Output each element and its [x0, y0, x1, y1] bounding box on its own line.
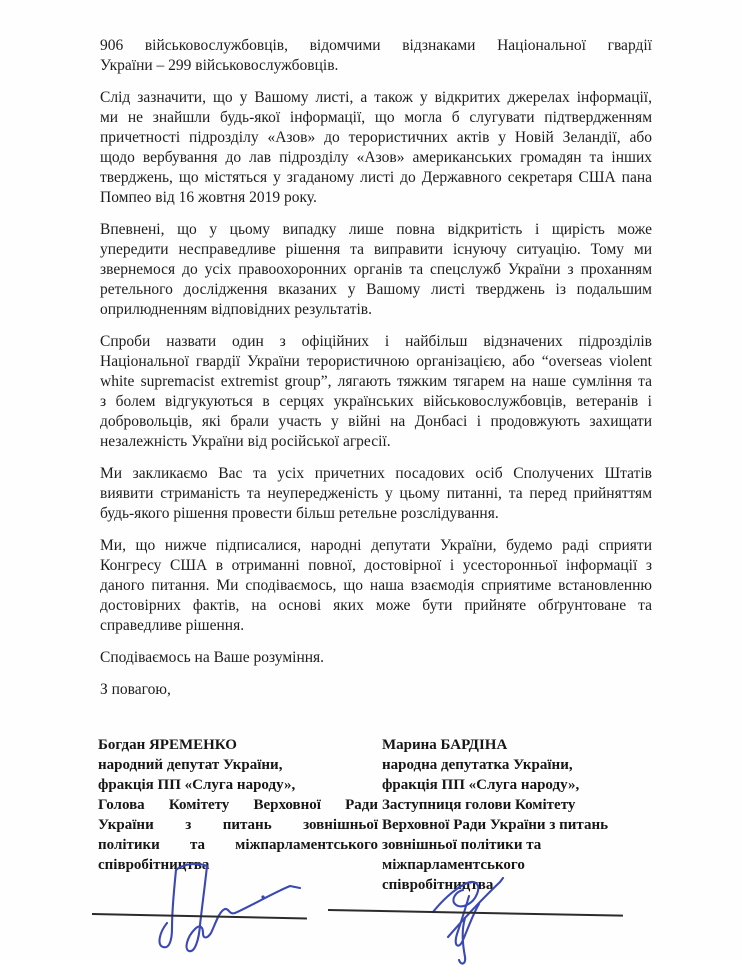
text-line: ми не знайшли будь-якої інформації, що могла б слугувати підтвердженням	[100, 109, 652, 126]
text-line: Конгресу США в отриманні повної, достовірної і усесторонньої інформації з	[100, 557, 652, 574]
bardina-signature	[425, 870, 520, 965]
text-line: Ми закликаємо Вас та усіх причетних посадових осіб Сполучених Штатів	[100, 465, 652, 482]
paragraph-openness	[100, 220, 652, 320]
signer-title-line: зовнішньої політики та	[382, 837, 542, 853]
closing-salutation	[100, 680, 652, 700]
letter-body	[100, 36, 652, 712]
paragraph-cooperation	[100, 536, 652, 636]
signer-title-line: міжпарламентського	[382, 857, 525, 873]
text-line: Помпео від 16 жовтня 2019 року.	[100, 189, 317, 206]
signer-name: Марина БАРДІНА	[382, 737, 508, 753]
yaremenko-signature	[145, 845, 320, 960]
text-line: Впевнені, що у цьому випадку лише повна відкритість і щирість може	[100, 221, 652, 238]
text-line: тверджень, що містяться у згаданому листі до Державного секретаря США пана	[100, 169, 652, 186]
signer-title-line: фракція ПП «Слуга народу»,	[98, 777, 296, 793]
text-line: щодо вербування до лав підрозділу «Азов» американських громадян та інших	[100, 149, 652, 166]
text-line: причетності підрозділу «Азов» до терористичних актів у Новій Зеландії, або	[100, 129, 652, 146]
signer-title-line: Голова Комітету Верховної Ради	[98, 797, 378, 813]
text-line: ретельного дослідження вказаних у Вашому листі тверджень із подальшим	[100, 281, 652, 298]
text-line: незалежність України від російської агресії.	[100, 433, 391, 450]
signer-title-line: фракція ПП «Слуга народу»,	[382, 777, 580, 793]
text-line: З повагою,	[100, 681, 171, 698]
text-line: оприлюдненням відповідних результатів.	[100, 301, 372, 318]
signer-title-line: Заступниця голови Комітету	[382, 797, 576, 813]
text-line: даного питання. Ми сподіваємось, що наша взаємодія сприятиме встановленню	[100, 577, 652, 594]
text-line: справедливе рішення.	[100, 617, 245, 634]
text-line: добровольців, які брали участь у війні на Донбасі і продовжують захищати	[100, 413, 652, 430]
text-line: виявити стриманість та неупередженість у цьому питанні, та перед прийняттям	[100, 485, 652, 502]
paragraph-continuation	[100, 36, 652, 76]
text-line: будь-якого рішення провести більш ретельне розслідування.	[100, 505, 499, 522]
text-line: України – 299 військовослужбовців.	[100, 57, 339, 74]
paragraph-call-for-restraint	[100, 464, 652, 524]
signer-title-line: співробітництва	[382, 877, 494, 893]
text-line: звернемося до усіх правоохоронних органів та спецслужб України з проханням	[100, 261, 652, 278]
text-line: з болем відгукуються в серцях українських військовослужбовців, ветеранів і	[100, 393, 652, 410]
signer-title-line: України з питань зовнішньої	[98, 817, 378, 833]
text-line: Слід зазначити, що у Вашому листі, а також у відкритих джерелах інформації,	[100, 89, 652, 106]
paragraph-hope	[100, 648, 652, 668]
signer-title-line: Верховної Ради України з питань	[382, 817, 609, 833]
text-line: упередити несправедливе рішення та виправити існуючу ситуацію. Тому ми	[100, 241, 652, 258]
text-line: Спроби назвати один з офіційних і найбільш відзначених підрозділів	[100, 333, 652, 350]
signer-title-line: народний депутат України,	[98, 757, 283, 773]
paragraph-attempts-to-label	[100, 332, 652, 452]
text-line: достовірних фактів, на основі яких може бути прийняте обґрунтоване та	[100, 597, 652, 614]
signer-title-line: політики та міжпарламентського	[98, 837, 378, 853]
text-line: 906 військовослужбовців, відомчими відзнаками Національної гвардії	[100, 37, 652, 54]
signer-name: Богдан ЯРЕМЕНКО	[98, 737, 237, 753]
text-line: Національної гвардії України терористичною організацією, або “overseas violent	[100, 353, 652, 370]
paragraph-no-confirmation	[100, 88, 652, 208]
text-line: Сподіваємось на Ваше розуміння.	[100, 649, 325, 666]
text-line: white supremacist extremist group”, лягають тяжким тягарем на наше сумління та	[100, 373, 652, 390]
signer-title-line: народна депутатка України,	[382, 757, 573, 773]
signer-title-line: співробітництва	[98, 857, 210, 873]
text-line: Ми, що нижче підписалися, народні депутати України, будемо раді сприяти	[100, 537, 652, 554]
